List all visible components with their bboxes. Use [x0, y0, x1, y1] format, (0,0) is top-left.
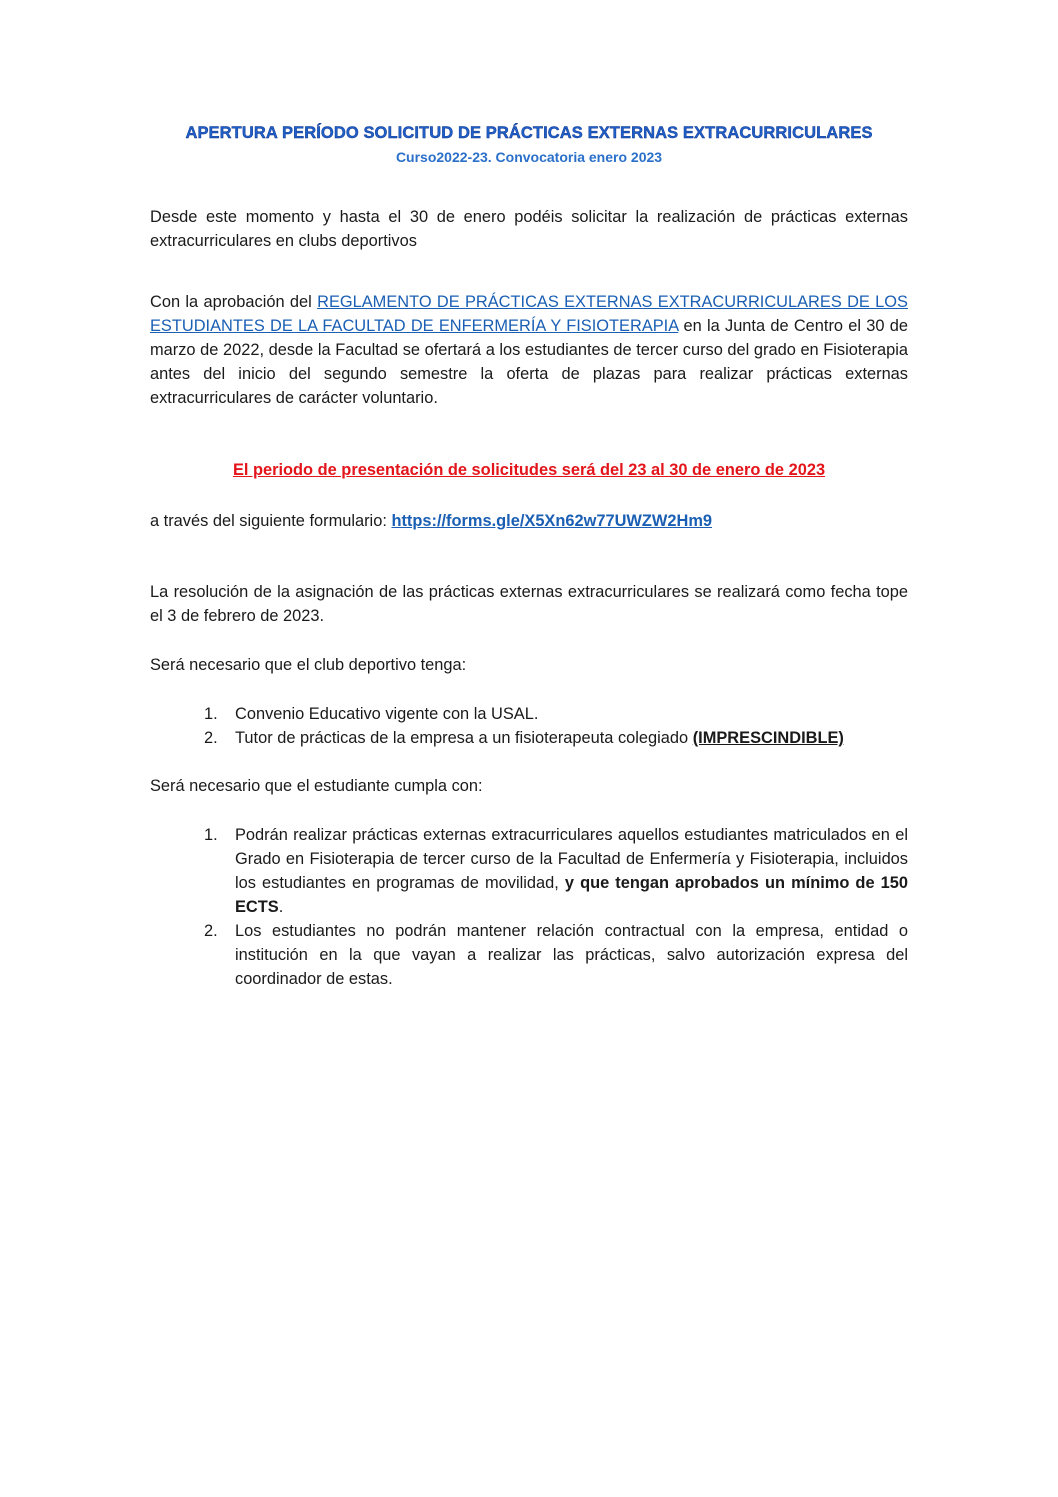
resolution-paragraph	[150, 580, 908, 628]
list-item	[150, 823, 908, 919]
regulation-text-after: en la Junta de Centro el 30 de marzo de 2022, desde la Facultad se ofertará a los estudiantes de tercer curso del grado en Fisioterapia antes del inicio del segundo semestre la oferta de plazas para realizar prácticas externas extracurriculares de carácter voluntario.	[150, 317, 908, 407]
imprescindible-emphasis: (IMPRESCINDIBLE)	[692, 729, 844, 747]
list-item-text: Tutor de prácticas de la empresa a un fisioterapeuta colegiado	[235, 729, 693, 747]
form-paragraph	[150, 509, 908, 533]
regulation-link[interactable]: REGLAMENTO DE PRÁCTICAS EXTERNAS EXTRACURRICULARES DE LOS ESTUDIANTES DE LA FACULTAD DE ENFERMERÍA Y FISIOTERAPIA	[150, 293, 908, 335]
student-requirements-list	[150, 823, 908, 991]
list-number: 1.	[204, 826, 218, 844]
intro-paragraph	[150, 205, 908, 253]
list-item-text: Podrán realizar prácticas externas extracurriculares aquellos estudiantes matriculados en el Grado en Fisioterapia de tercer curso de la Facultad de Enfermería y Fisioterapia, incluidos los estudiantes en programas de movilidad,	[235, 826, 908, 892]
club-heading-text: Será necesario que el club deportivo tenga:	[150, 656, 467, 674]
club-requirements-list	[150, 702, 908, 750]
resolution-text: La resolución de la asignación de las prácticas externas extracurriculares se realizará como fecha tope el 3 de febrero de 2023.	[150, 583, 908, 625]
regulation-text-before: Con la aprobación del	[150, 293, 318, 311]
list-item-text: Los estudiantes no podrán mantener relación contractual con la empresa, entidad o institución en la que vayan a realizar las prácticas, salvo autorización expresa del coordinador de estas.	[235, 922, 908, 988]
list-item-tail: .	[278, 898, 284, 916]
deadline-notice: El periodo de presentación de solicitudes será del 23 al 30 de enero de 2023	[232, 461, 826, 479]
document-title: APERTURA PERÍODO SOLICITUD DE PRÁCTICAS EXTERNAS EXTRACURRICULARES	[185, 124, 873, 142]
form-link[interactable]: https://forms.gle/X5Xn62w77UWZW2Hm9	[391, 512, 713, 530]
student-heading-text: Será necesario que el estudiante cumpla con:	[150, 777, 483, 795]
list-item-text: Convenio Educativo vigente con la USAL.	[235, 705, 539, 723]
intro-text: Desde este momento y hasta el 30 de enero podéis solicitar la realización de prácticas externas extracurriculares en clubs deportivos	[150, 208, 908, 250]
list-number: 2.	[204, 922, 218, 940]
club-requirements-heading	[150, 653, 908, 677]
list-item	[150, 702, 908, 726]
list-item	[150, 726, 908, 750]
student-requirements-heading	[150, 774, 908, 798]
list-item	[150, 919, 908, 991]
list-number: 1.	[204, 705, 218, 723]
list-number: 2.	[204, 729, 218, 747]
regulation-paragraph	[150, 290, 908, 410]
ects-emphasis: y que tengan aprobados un mínimo de 150 ECTS	[235, 874, 908, 916]
document-subtitle: Curso2022-23. Convocatoria enero 2023	[395, 149, 663, 165]
form-label: a través del siguiente formulario:	[150, 512, 392, 530]
